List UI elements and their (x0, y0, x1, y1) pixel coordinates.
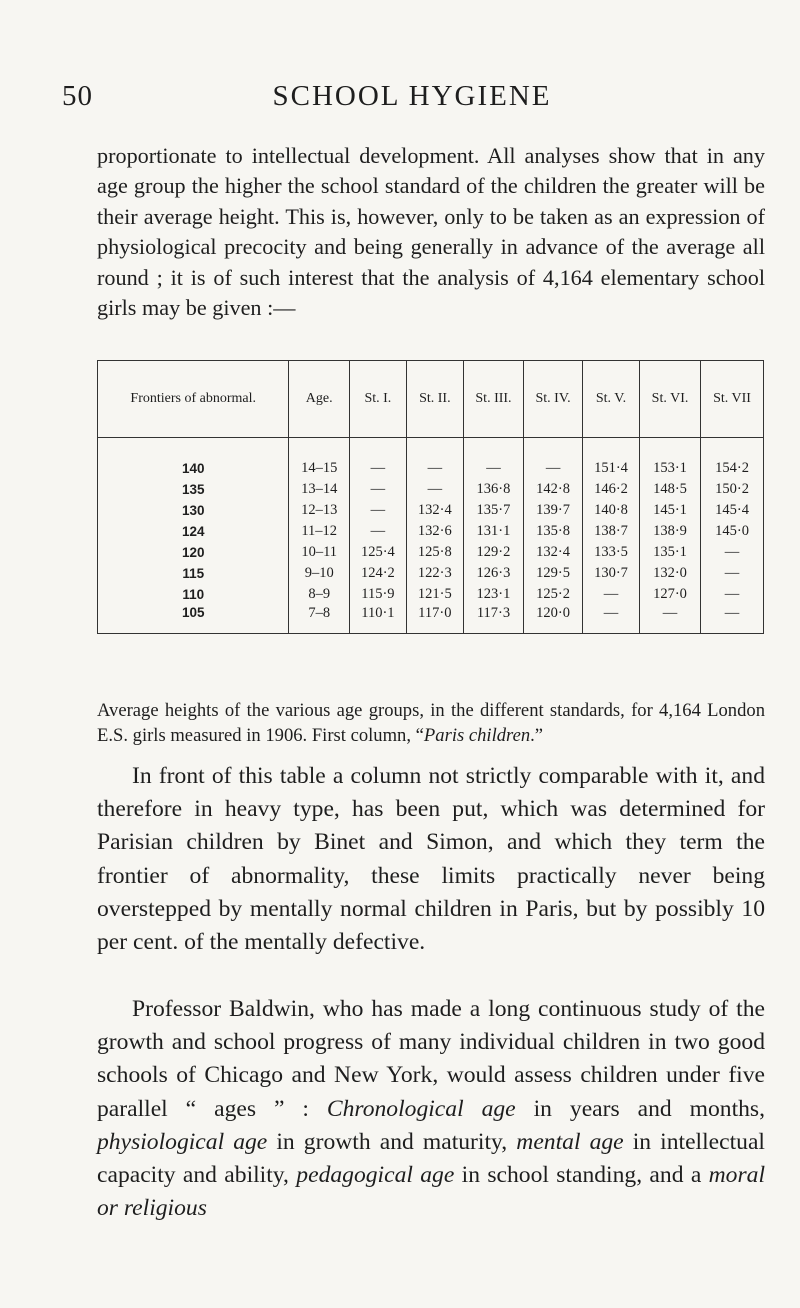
table-cell: 148·5 (639, 479, 700, 500)
table-row (98, 500, 764, 521)
table-cell: 145·0 (701, 521, 764, 542)
table-cell: — (406, 438, 463, 480)
table-cell: 8–9 (289, 584, 349, 605)
text-run: in intellectual capacity and ability, (97, 1128, 765, 1189)
italic-run: mental age (516, 1128, 624, 1155)
running-title: SCHOOL HYGIENE (272, 80, 552, 112)
table-row (98, 479, 764, 500)
table-cell: — (583, 584, 640, 605)
table-cell: — (639, 605, 700, 634)
italic-run: pedagogical age (296, 1162, 455, 1189)
table-cell: — (463, 438, 523, 480)
column-header: Age. (289, 361, 349, 438)
table-cell: 14–15 (289, 438, 349, 480)
column-header: St. III. (463, 361, 523, 438)
table-cell: 135·1 (639, 542, 700, 563)
table-cell: 115·9 (349, 584, 406, 605)
table-row (98, 521, 764, 542)
table-cell: 13–14 (289, 479, 349, 500)
intro-paragraph: proportionate to intellectual development. All analyses show that in any age group the higher the school standard of the children the greater will be their average height. This is, however, only to be taken as an expression of physiological precocity and being generally in advance of the average all round ; it is of such interest that the analysis of 4,164 elementary school girls may be given :— (97, 143, 765, 321)
table-cell: 121·5 (406, 584, 463, 605)
table-cell: 10–11 (289, 542, 349, 563)
column-header: St. I. (349, 361, 406, 438)
frontier-cell: 105 (98, 605, 289, 634)
table-cell: 132·0 (639, 563, 700, 584)
table-cell: 132·4 (524, 542, 583, 563)
paragraph-frontier: In front of this table a column not strictly comparable with it, and therefore in heavy type, has been put, which was determined for Parisian children by Binet and Simon, and which they term the frontier of abnormality, these limits practically never being overstepped by mentally normal children in Paris, but by possibly 10 per cent. of the mentally defective. (97, 763, 765, 956)
column-header: St. II. (406, 361, 463, 438)
table-cell: 11–12 (289, 521, 349, 542)
table-cell: 123·1 (463, 584, 523, 605)
table-cell: — (349, 500, 406, 521)
frontier-cell: 110 (98, 584, 289, 605)
italic-run: moral or religious (97, 1162, 765, 1222)
page-number: 50 (62, 80, 93, 112)
frontier-cell: 135 (98, 479, 289, 500)
table-cell: 138·7 (583, 521, 640, 542)
table-cell: 126·3 (463, 563, 523, 584)
text-run: in years and months, (515, 1095, 766, 1122)
table-cell: — (701, 542, 764, 563)
table-cell: — (349, 438, 406, 480)
table-cell: 7–8 (289, 605, 349, 634)
caption-end: .” (530, 725, 544, 746)
frontier-cell: 115 (98, 563, 289, 584)
table-row (98, 605, 764, 634)
table-cell: 136·8 (463, 479, 523, 500)
page-header (62, 80, 762, 116)
table-row (98, 542, 764, 563)
table-header-row (98, 361, 764, 438)
table-cell: — (349, 479, 406, 500)
column-header: St. V. (583, 361, 640, 438)
table-cell: — (524, 438, 583, 480)
table-cell: 135·7 (463, 500, 523, 521)
table-cell: — (406, 479, 463, 500)
table-cell: 145·4 (701, 500, 764, 521)
frontier-cell: 130 (98, 500, 289, 521)
italic-run: physiological age (97, 1128, 268, 1155)
frontier-cell: 120 (98, 542, 289, 563)
table-cell: 132·6 (406, 521, 463, 542)
table-cell: 154·2 (701, 438, 764, 480)
table-cell: 135·8 (524, 521, 583, 542)
paragraph-baldwin (97, 993, 765, 1225)
table-cell: 129·5 (524, 563, 583, 584)
caption-text: Average heights of the various age groups, in the different standards, for 4,164 London E.S. girls measured in 1906. First column, “ (97, 700, 765, 746)
table-cell: 12–13 (289, 500, 349, 521)
table-cell: — (349, 521, 406, 542)
text-run: Professor Baldwin, who has made a long continuous study of the growth and school progress of many individual children in two good schools of Chicago and New York, would assess children under five parallel “ ages ” : (97, 996, 765, 1122)
table-cell: 117·0 (406, 605, 463, 634)
heights-table (97, 360, 764, 690)
table-cell: 120·0 (524, 605, 583, 634)
column-header: St. VII (701, 361, 764, 438)
column-header: Frontiers of abnormal. (98, 361, 289, 438)
table-row (98, 563, 764, 584)
table-cell: — (701, 605, 764, 634)
table-cell: 125·4 (349, 542, 406, 563)
italic-run: Chronological age (326, 1095, 516, 1122)
column-header: St. VI. (639, 361, 700, 438)
table-cell: 133·5 (583, 542, 640, 563)
table-cell: 129·2 (463, 542, 523, 563)
table-row (98, 584, 764, 605)
table-cell: 146·2 (583, 479, 640, 500)
frontier-cell: 140 (98, 438, 289, 480)
caption-italic: Paris children (423, 725, 531, 746)
table-cell: 110·1 (349, 605, 406, 634)
table-cell: 153·1 (639, 438, 700, 480)
table-cell: 145·1 (639, 500, 700, 521)
table-cell: — (701, 563, 764, 584)
text-run: in growth and maturity, (267, 1128, 517, 1155)
table-cell: 125·2 (524, 584, 583, 605)
table-cell: 127·0 (639, 584, 700, 605)
text-run: in school standing, and a (454, 1162, 709, 1189)
table-cell: 131·1 (463, 521, 523, 542)
table-cell: 125·8 (406, 542, 463, 563)
table-cell: 138·9 (639, 521, 700, 542)
table-cell: 9–10 (289, 563, 349, 584)
table-cell: — (583, 605, 640, 634)
table-cell: 151·4 (583, 438, 640, 480)
table-cell: 122·3 (406, 563, 463, 584)
table-cell: 150·2 (701, 479, 764, 500)
table-cell: 124·2 (349, 563, 406, 584)
table-row (98, 438, 764, 480)
table-cell: 142·8 (524, 479, 583, 500)
table-cell: 132·4 (406, 500, 463, 521)
table-cell: — (701, 584, 764, 605)
column-header: St. IV. (524, 361, 583, 438)
table-cell: 139·7 (524, 500, 583, 521)
table-cell: 117·3 (463, 605, 523, 634)
table-cell: 140·8 (583, 500, 640, 521)
table-caption (97, 698, 765, 748)
frontier-cell: 124 (98, 521, 289, 542)
table-cell: 130·7 (583, 563, 640, 584)
